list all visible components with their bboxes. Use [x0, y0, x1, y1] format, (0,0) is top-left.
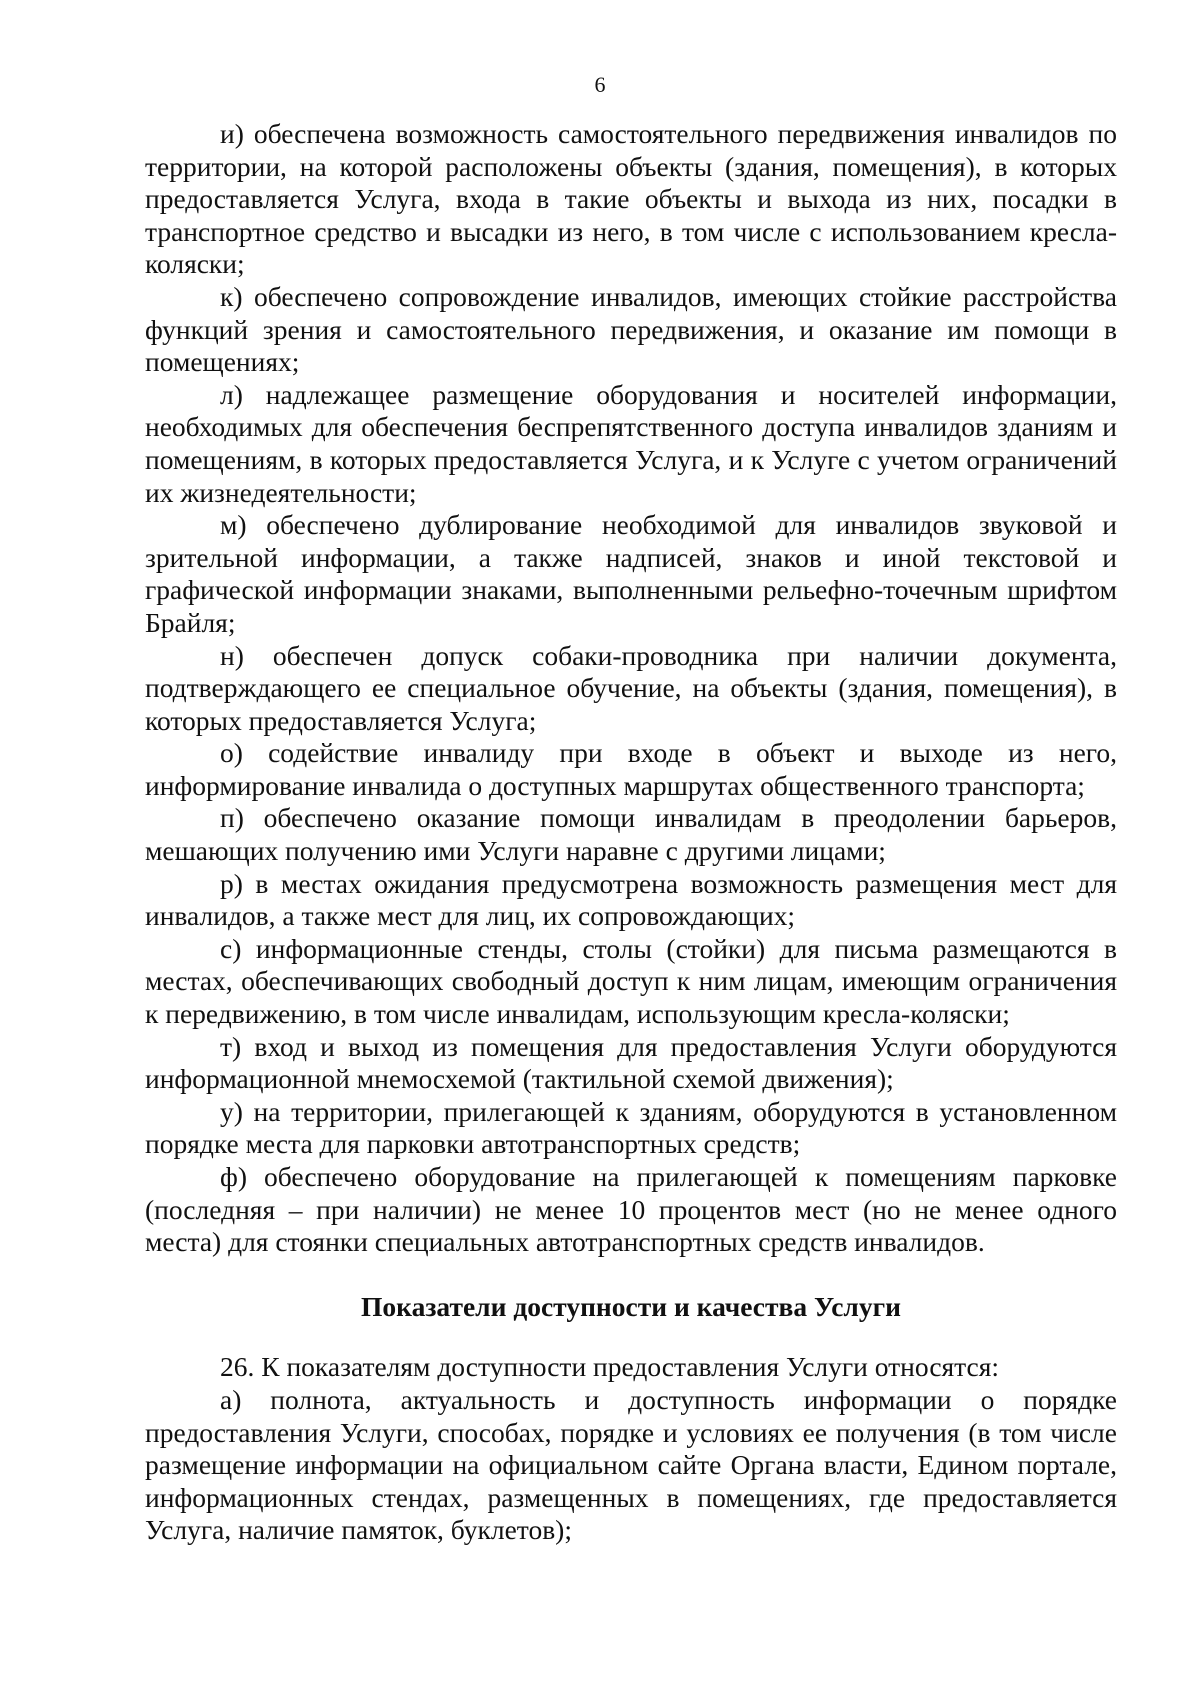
- list-item-t: т) вход и выход из помещения для предоставления Услуги оборудуются информационной мнемосхемой (тактильной схемой движения);: [145, 1030, 1117, 1095]
- section-heading: Показатели доступности и качества Услуги: [361, 1290, 901, 1322]
- list-item-r: р) в местах ожидания предусмотрена возможность размещения мест для инвалидов, а также мест для лиц, их сопровождающих;: [145, 867, 1117, 932]
- list-item-p: п) обеспечено оказание помощи инвалидам в преодолении барьеров, мешающих получению ими Услуги наравне с другими лицами;: [145, 802, 1117, 867]
- clause-26-item-a: а) полнота, актуальность и доступность информации о порядке предоставления Услуги, способах, порядке и условиях ее получения (в том числе размещение информации на официальном сайте Органа власти, Едином портале, информационных стендах, размещенных в помещениях, где предоставляется Услуга, наличие памяток, буклетов);: [145, 1383, 1117, 1546]
- document-body: [145, 118, 1117, 1547]
- list-item-m: м) обеспечено дублирование необходимой для инвалидов звуковой и зрительной информации, а также надписей, знаков и иной текстовой и графической информации знаками, выполненными рельефно-точечным шрифтом Брайля;: [145, 509, 1117, 638]
- list-item-i: и) обеспечена возможность самостоятельного передвижения инвалидов по территории, на которой расположены объекты (здания, помещения), в которых предоставляется Услуга, входа в такие объекты и выхода из них, посадки в транспортное средство и высадки из него, в том числе с использованием кресла-коляски;: [145, 118, 1117, 280]
- list-item-k: к) обеспечено сопровождение инвалидов, имеющих стойкие расстройства функций зрения и самостоятельного передвижения, и оказание им помощи в помещениях;: [145, 280, 1117, 378]
- list-item-u: у) на территории, прилегающей к зданиям, оборудуются в установленном порядке места для парковки автотранспортных средств;: [145, 1095, 1117, 1160]
- list-item-s: с) информационные стенды, столы (стойки) для письма размещаются в местах, обеспечивающих свободный доступ к ним лицам, имеющим ограничения к передвижению, в том числе инвалидам, использующим кресла-коляски;: [145, 932, 1117, 1030]
- list-item-l: л) надлежащее размещение оборудования и носителей информации, необходимых для обеспечения беспрепятственного доступа инвалидов зданиям и помещениям, в которых предоставляется Услуга, и к Услуге с учетом ограничений их жизнедеятельности;: [145, 378, 1117, 508]
- list-item-f: ф) обеспечено оборудование на прилегающей к помещениям парковке (последняя – при наличии) не менее 10 процентов мест (но не менее одного места) для стоянки специальных автотранспортных средств инвалидов.: [145, 1161, 1117, 1258]
- clause-26: 26. К показателям доступности предоставления Услуги относятся:: [220, 1351, 1000, 1383]
- page-number: 6: [594, 72, 606, 97]
- list-item-n: н) обеспечен допуск собаки-проводника при наличии документа, подтверждающего ее специальное обучение, на объекты (здания, помещения), в которых предоставляется Услуга;: [145, 639, 1117, 736]
- list-item-o: о) содействие инвалиду при входе в объект и выходе из него, информирование инвалида о доступных маршрутах общественного транспорта;: [145, 737, 1117, 801]
